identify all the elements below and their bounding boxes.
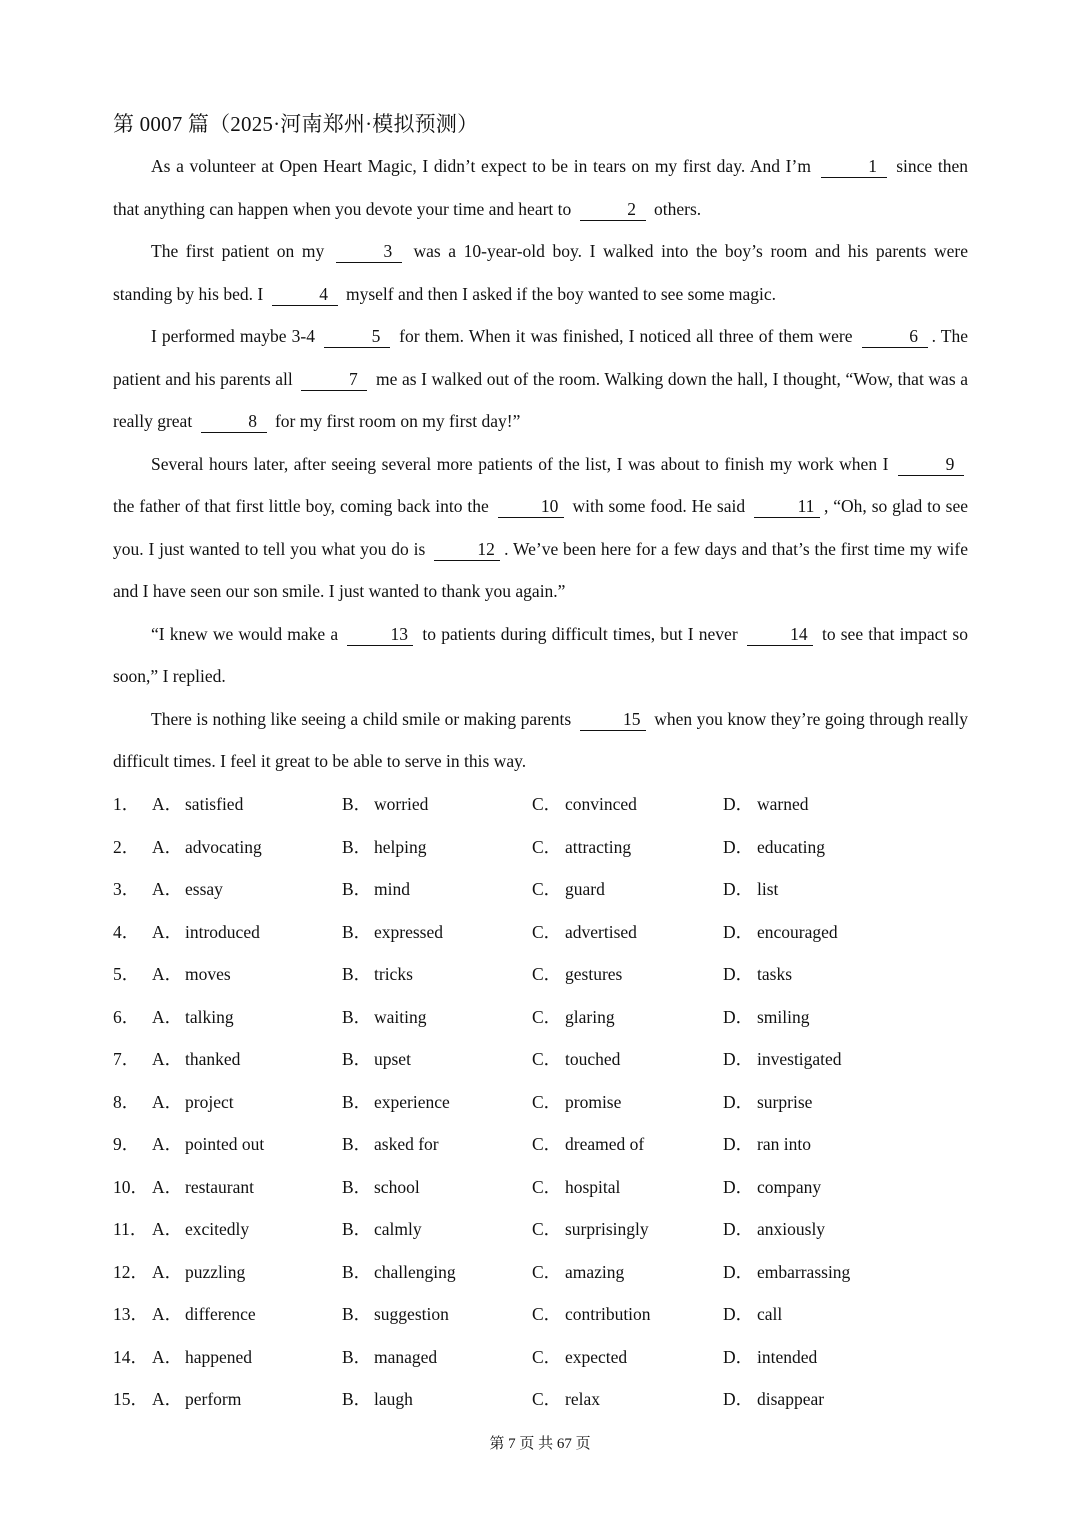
option-letter: C． [532, 1176, 562, 1197]
passage-text: “I knew we would make a [151, 623, 344, 644]
option-text: pointed out [185, 1134, 265, 1154]
option-text: suggestion [374, 1304, 449, 1324]
option-text: project [185, 1091, 234, 1112]
passage-text: . The patient and his parents all [113, 326, 968, 389]
option-letter: D． [723, 1134, 754, 1154]
option-text: educating [757, 836, 826, 857]
passage-text: with some food. He said [567, 496, 751, 516]
option-letter: D． [723, 964, 754, 984]
option-letter: A． [152, 879, 183, 899]
question-number: 5． [113, 964, 140, 984]
question-row [113, 1166, 1013, 1209]
option-letter: D． [723, 1006, 754, 1027]
blank-number: 11 [754, 495, 820, 518]
option-text: difference [185, 1304, 256, 1324]
option-letter: D． [723, 1389, 754, 1409]
question-number: 15． [113, 1389, 148, 1409]
option-letter: A． [152, 1261, 183, 1282]
option-text: warned [757, 794, 809, 814]
option-text: restaurant [185, 1176, 254, 1197]
passage-text: myself and then I asked if the boy wanted to see some magic. [341, 283, 777, 304]
question-row [113, 1251, 1013, 1294]
option-letter: C． [532, 879, 562, 899]
question-number: 2． [113, 836, 140, 857]
option-text: smiling [757, 1006, 810, 1027]
blank-number: 13 [347, 623, 413, 646]
answer-options [113, 783, 1013, 1421]
option-text: managed [374, 1346, 438, 1367]
option-text: disappear [757, 1389, 825, 1409]
passage-text: The first patient on my [151, 241, 332, 261]
option-text: perform [185, 1389, 242, 1409]
option-text: upset [374, 1049, 411, 1069]
question-row [113, 868, 1013, 911]
option-letter: D． [723, 1261, 754, 1282]
option-text: convinced [565, 794, 637, 814]
passage-text: to see that impact so soon,” I replied. [113, 623, 968, 686]
option-letter: A． [152, 836, 183, 857]
passage-paragraph [113, 315, 968, 443]
option-letter: B． [342, 964, 372, 984]
question-number: 9． [113, 1134, 140, 1154]
option-letter: D． [723, 879, 754, 899]
question-number: 14． [113, 1346, 148, 1367]
option-letter: B． [342, 921, 372, 942]
option-text: laugh [374, 1389, 413, 1409]
option-letter: C． [532, 1006, 562, 1027]
option-letter: C． [532, 836, 562, 857]
blank-number: 15 [580, 708, 646, 731]
blank-number: 1 [821, 155, 887, 178]
option-letter: A． [152, 1049, 183, 1069]
option-text: surprisingly [565, 1219, 649, 1239]
passage-paragraph [113, 230, 968, 315]
question-row [113, 996, 1013, 1039]
blank-number: 2 [580, 198, 646, 221]
page-footer: 第 7 页 共 67 页 [489, 1436, 591, 1452]
option-text: call [757, 1304, 783, 1324]
option-letter: B． [342, 1091, 372, 1112]
option-text: tasks [757, 964, 792, 984]
option-letter: C． [532, 1219, 562, 1239]
option-text: relax [565, 1389, 600, 1409]
option-letter: B． [342, 1176, 372, 1197]
passage-text: the father of that first little boy, coming back into the [113, 496, 494, 516]
option-text: guard [565, 879, 605, 899]
question-row [113, 1293, 1013, 1336]
option-letter: B． [342, 1049, 372, 1069]
option-letter: C． [532, 1389, 562, 1409]
passage-text: when you know they’re going through really difficult times. I feel it great to be able to serve in this way. [113, 708, 968, 771]
option-text: intended [757, 1346, 818, 1367]
option-letter: C． [532, 1346, 562, 1367]
option-letter: D． [723, 1091, 754, 1112]
option-text: happened [185, 1346, 253, 1367]
question-number: 3． [113, 879, 140, 899]
question-number: 11． [113, 1219, 148, 1239]
option-letter: A． [152, 1304, 183, 1324]
option-text: touched [565, 1049, 621, 1069]
option-text: ran into [757, 1134, 811, 1154]
option-text: introduced [185, 921, 260, 942]
question-row [113, 911, 1013, 954]
passage-text: Several hours later, after seeing several more patients of the list, I was about to finish my work when I [151, 453, 894, 474]
passage-text: I performed maybe 3-4 [151, 326, 321, 346]
option-letter: B． [342, 1389, 372, 1409]
page-title: 第 0007 篇（2025·河南郑州·模拟预测） [113, 112, 479, 136]
option-letter: C． [532, 1091, 562, 1112]
question-row [113, 953, 1013, 996]
option-text: moves [185, 964, 231, 984]
option-text: excitedly [185, 1219, 250, 1239]
passage-text: to patients during difficult times, but I never [417, 623, 743, 644]
question-number: 8． [113, 1091, 140, 1112]
blank-number: 14 [747, 623, 813, 646]
passage-paragraph [113, 145, 968, 230]
option-letter: B． [342, 794, 372, 814]
passage-text: me as I walked out of the room. Walking down the hall, I thought, “Wow, that was a really great [113, 368, 968, 431]
question-number: 4． [113, 921, 140, 942]
passage-text: . We’ve been here for a few days and that’s the first time my wife and I have seen our son smile. I just wanted to thank you again.” [113, 538, 968, 601]
option-text: advocating [185, 836, 262, 857]
option-letter: C． [532, 964, 562, 984]
option-text: thanked [185, 1049, 241, 1069]
option-letter: B． [342, 1134, 372, 1154]
question-row [113, 783, 1013, 826]
option-letter: C． [532, 1261, 562, 1282]
option-letter: A． [152, 1134, 183, 1154]
option-text: experience [374, 1091, 450, 1112]
option-letter: A． [152, 1006, 183, 1027]
option-letter: B． [342, 836, 372, 857]
option-letter: C． [532, 1304, 562, 1324]
option-text: anxiously [757, 1219, 826, 1239]
question-number: 10． [113, 1176, 148, 1197]
option-text: contribution [565, 1304, 651, 1324]
option-text: challenging [374, 1261, 456, 1282]
option-letter: B． [342, 1219, 372, 1239]
option-letter: C． [532, 1134, 562, 1154]
option-text: hospital [565, 1176, 621, 1197]
option-letter: B． [342, 1346, 372, 1367]
option-letter: C． [532, 1049, 562, 1069]
option-text: embarrassing [757, 1261, 851, 1282]
blank-number: 9 [898, 453, 964, 476]
option-text: asked for [374, 1134, 439, 1154]
option-letter: D． [723, 794, 754, 814]
blank-number: 12 [434, 538, 500, 561]
option-text: mind [374, 879, 410, 899]
question-number: 12． [113, 1261, 148, 1282]
question-row [113, 1378, 1013, 1421]
option-text: attracting [565, 836, 632, 857]
option-text: gestures [565, 964, 623, 984]
option-text: expected [565, 1346, 628, 1367]
passage-text: for my first room on my first day!” [270, 411, 521, 431]
passage-paragraph [113, 698, 968, 783]
option-text: school [374, 1176, 420, 1197]
passage-paragraph [113, 443, 968, 613]
option-letter: A． [152, 1389, 183, 1409]
blank-number: 7 [301, 368, 367, 391]
question-row [113, 1038, 1013, 1081]
blank-number: 3 [336, 240, 402, 263]
question-number: 1． [113, 794, 140, 814]
blank-number: 10 [498, 495, 564, 518]
option-letter: D． [723, 1176, 754, 1197]
option-letter: A． [152, 921, 183, 942]
option-text: investigated [757, 1049, 842, 1069]
option-letter: B． [342, 1006, 372, 1027]
option-text: amazing [565, 1261, 625, 1282]
option-letter: D． [723, 1049, 754, 1069]
blank-number: 5 [324, 325, 390, 348]
option-text: list [757, 879, 779, 899]
option-text: tricks [374, 964, 413, 984]
passage-paragraph [113, 613, 968, 698]
question-number: 6． [113, 1006, 140, 1027]
blank-number: 8 [201, 410, 267, 433]
passage-text: for them. When it was finished, I noticed all three of them were [394, 326, 858, 346]
option-text: helping [374, 836, 427, 857]
option-letter: D． [723, 836, 754, 857]
option-text: surprise [757, 1091, 813, 1112]
option-letter: D． [723, 921, 754, 942]
passage-text: since then that anything can happen when you devote your time and heart to [113, 156, 968, 219]
option-text: worried [374, 794, 429, 814]
option-letter: A． [152, 794, 183, 814]
passage-text: As a volunteer at Open Heart Magic, I didn’t expect to be in tears on my first day. And I’m [151, 156, 817, 176]
cloze-passage [113, 145, 968, 783]
option-text: company [757, 1176, 822, 1197]
passage-text: was a 10-year-old boy. I walked into the boy’s room and his parents were standing by his bed. I [113, 241, 968, 304]
option-letter: A． [152, 1176, 183, 1197]
option-letter: D． [723, 1219, 754, 1239]
option-letter: D． [723, 1304, 754, 1324]
option-letter: C． [532, 921, 562, 942]
option-letter: A． [152, 1091, 183, 1112]
passage-text: others. [649, 198, 702, 219]
option-letter: D． [723, 1346, 754, 1367]
question-row [113, 1336, 1013, 1379]
option-letter: B． [342, 879, 372, 899]
option-letter: A． [152, 964, 183, 984]
question-row [113, 1123, 1013, 1166]
question-row [113, 1081, 1013, 1124]
option-letter: C． [532, 794, 562, 814]
option-text: satisfied [185, 794, 244, 814]
question-number: 7． [113, 1049, 140, 1069]
option-text: essay [185, 879, 223, 899]
option-letter: A． [152, 1219, 183, 1239]
option-letter: A． [152, 1346, 183, 1367]
question-row [113, 826, 1013, 869]
option-letter: B． [342, 1261, 372, 1282]
option-text: glaring [565, 1006, 615, 1027]
blank-number: 4 [272, 283, 338, 306]
passage-text: , “Oh, so glad to see you. I just wanted to tell you what you do is [113, 496, 968, 559]
option-text: promise [565, 1091, 622, 1112]
question-row [113, 1208, 1013, 1251]
option-text: talking [185, 1006, 234, 1027]
passage-text: There is nothing like seeing a child smile or making parents [151, 708, 576, 729]
option-text: calmly [374, 1219, 422, 1239]
option-text: dreamed of [565, 1134, 645, 1154]
option-text: advertised [565, 921, 637, 942]
option-text: encouraged [757, 921, 838, 942]
option-text: puzzling [185, 1261, 246, 1282]
blank-number: 6 [862, 325, 928, 348]
option-text: expressed [374, 921, 444, 942]
option-letter: B． [342, 1304, 372, 1324]
option-text: waiting [374, 1006, 427, 1027]
question-number: 13． [113, 1304, 148, 1324]
